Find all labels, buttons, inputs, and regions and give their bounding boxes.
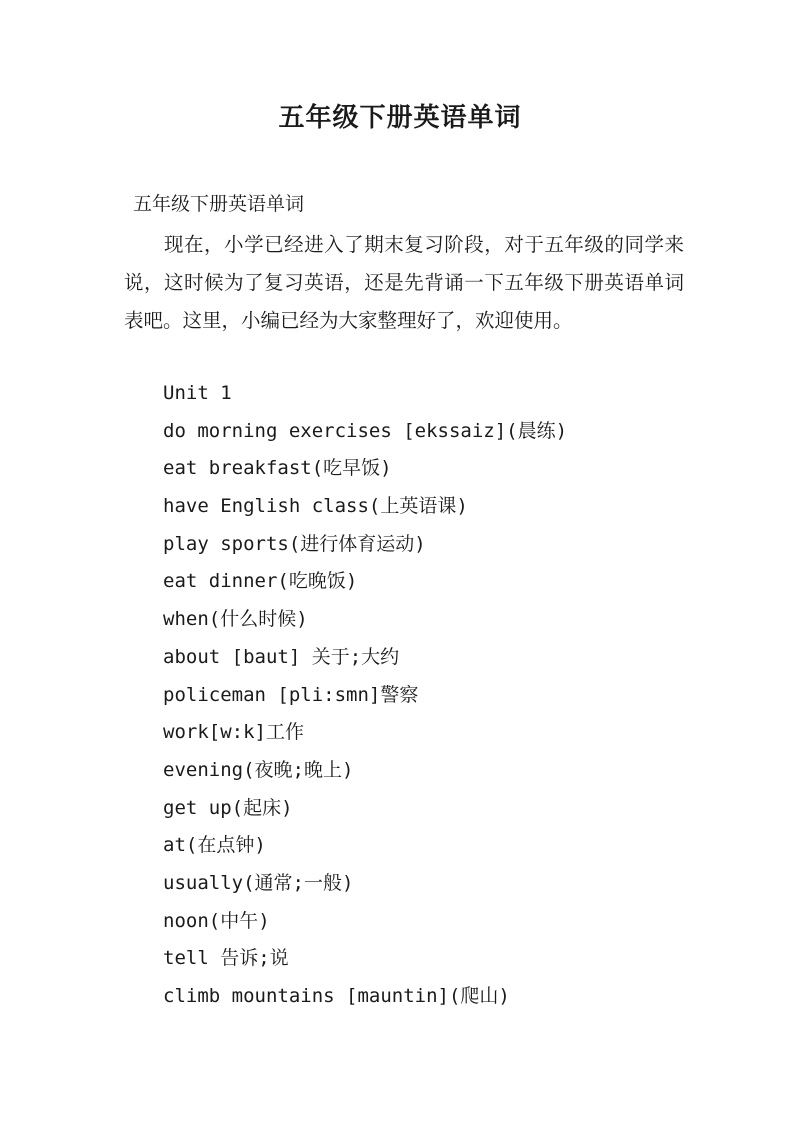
- vocabulary-list: [163, 375, 567, 1016]
- vocab-item: play sports(进行体育运动): [163, 532, 426, 555]
- vocab-item: when(什么时候): [163, 608, 308, 631]
- vocab-item: have English class(上英语课): [163, 495, 468, 518]
- vocab-item: usually(通常;一般): [163, 871, 354, 894]
- vocab-item: eat breakfast(吃早饭): [163, 457, 392, 480]
- vocab-item: do morning exercises [ekssaiz](晨练): [163, 419, 568, 442]
- vocab-item: policeman [pli:smn]警察: [163, 683, 419, 706]
- vocab-item: at(在点钟): [163, 834, 266, 857]
- document-subtitle: 五年级下册英语单词: [133, 193, 305, 215]
- document-title: 五年级下册英语单词: [278, 103, 522, 133]
- vocab-item: work[w:k]工作: [163, 721, 304, 744]
- intro-paragraph: 现在，小学已经进入了期末复习阶段，对于五年级的同学来说，这时候为了复习英语，还是先背诵一下五年级下册英语单词表吧。这里，小编已经为大家整理好了，欢迎使用。: [124, 233, 684, 332]
- unit-heading: Unit 1: [163, 382, 232, 404]
- vocab-item: climb mountains [mauntin](爬山): [163, 985, 510, 1007]
- vocab-item: get up(起床): [163, 796, 293, 819]
- vocab-item: eat dinner(吃晚饭): [163, 570, 358, 593]
- vocab-item: about [baut] 关于;大约: [163, 645, 400, 668]
- vocab-item: tell 告诉;说: [163, 947, 289, 970]
- vocab-item: noon(中午): [163, 909, 270, 932]
- vocab-item: evening(夜晚;晚上): [163, 758, 354, 781]
